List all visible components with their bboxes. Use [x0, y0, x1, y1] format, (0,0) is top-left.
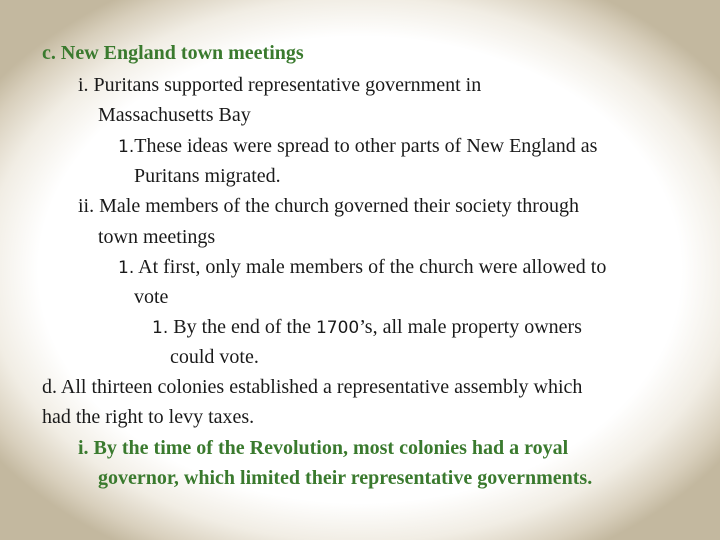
- heading-c: c. New England town meetings: [42, 42, 304, 64]
- item-c-i-1-text: These ideas were spread to other parts of New England as: [134, 135, 598, 157]
- item-c-i-line1: i. Puritans supported representative government in: [78, 74, 482, 96]
- item-c-ii-1-1-text-a: By the end of the: [168, 316, 316, 338]
- heading-d-line2: had the right to levy taxes.: [42, 406, 255, 428]
- item-c-i-1-number: 1.: [118, 137, 135, 157]
- item-c-ii-line1: ii. Male members of the church governed their society through: [78, 195, 579, 217]
- item-c-ii-1-number: 1.: [118, 258, 135, 278]
- item-d-i-line2: governor, which limited their representative governments.: [98, 467, 593, 489]
- item-c-i-1-line1: [118, 134, 597, 159]
- item-c-ii-1-1-line1: [152, 315, 582, 340]
- heading-d-line1: d. All thirteen colonies established a representative assembly which: [42, 376, 583, 398]
- item-c-ii-1-text: At first, only male members of the church were allowed to: [134, 256, 607, 278]
- item-c-ii-1-1-text-b: ’s, all male property owners: [359, 316, 582, 338]
- item-c-ii-line2: town meetings: [98, 226, 216, 248]
- item-c-ii-1-1-number: 1.: [152, 318, 169, 338]
- item-c-ii-1-1-line2: could vote.: [170, 346, 259, 368]
- item-c-i-1-line2: Puritans migrated.: [134, 165, 281, 187]
- item-c-ii-1-1-year: 1700: [315, 318, 360, 338]
- item-c-ii-1-line1: [118, 255, 606, 280]
- item-c-ii-1-line2: vote: [134, 286, 169, 308]
- item-c-i-line2: Massachusetts Bay: [98, 104, 251, 126]
- item-d-i-line1: i. By the time of the Revolution, most colonies had a royal: [78, 437, 569, 459]
